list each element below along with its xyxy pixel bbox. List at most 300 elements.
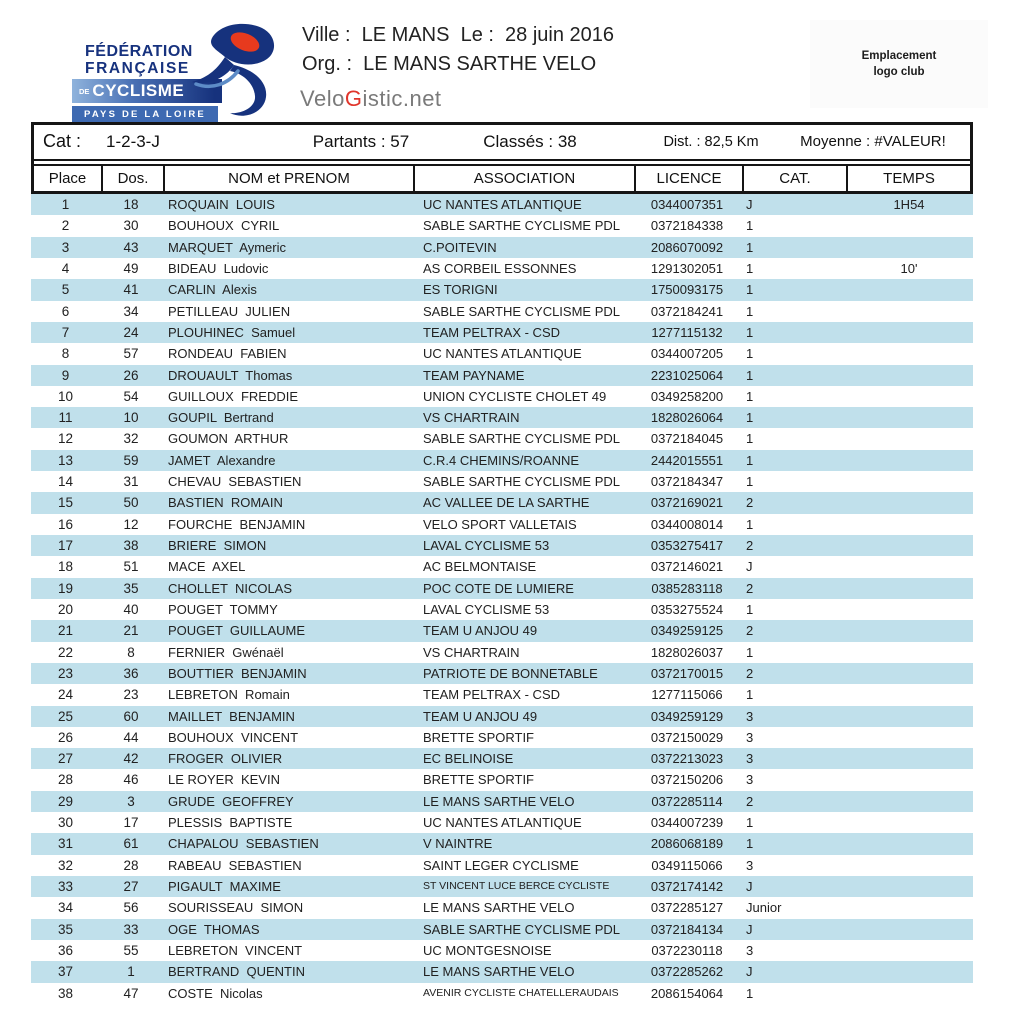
col-header-cat: CAT.	[744, 166, 848, 191]
cell-assoc: LE MANS SARTHE VELO	[423, 900, 575, 916]
cell-assoc: LAVAL CYCLISME 53	[423, 601, 550, 617]
cell-name: FROGER OLIVIER	[168, 751, 283, 767]
col-header-licence: LICENCE	[636, 166, 744, 191]
cell-assoc: TEAM U ANJOU 49	[423, 708, 538, 724]
cell-dos: 47	[123, 985, 139, 1001]
cell-lic: 2086068189	[650, 836, 724, 852]
cell-assoc: UC MONTGESNOISE	[423, 942, 552, 958]
cell-temps	[845, 855, 973, 876]
logo-text-federation: FÉDÉRATION	[85, 43, 193, 60]
velogistic-g: G	[344, 86, 363, 111]
cell-assoc: BRETTE SPORTIF	[423, 772, 534, 788]
cell-lic: 1828026064	[650, 410, 724, 426]
cell-name: RABEAU SEBASTIEN	[168, 857, 302, 873]
cell-name: JAMET Alexandre	[168, 452, 276, 468]
table-row	[31, 983, 973, 1004]
cell-dos: 24	[123, 324, 139, 340]
cell-dos: 3	[127, 793, 135, 809]
cell-lic: 0372146021	[650, 559, 724, 575]
cell-dos: 51	[123, 559, 139, 575]
table-row	[31, 514, 973, 535]
cell-lic: 0353275524	[650, 601, 724, 617]
table-row	[31, 258, 973, 279]
cell-lic: 2231025064	[650, 367, 724, 383]
cell-dos: 31	[123, 474, 139, 490]
cell-name: CHOLLET NICOLAS	[168, 580, 293, 596]
cell-cat: 2	[746, 793, 754, 809]
cell-dos: 21	[123, 623, 139, 639]
cell-name: LEBRETON Romain	[168, 687, 290, 703]
cell-cat: 1	[746, 260, 754, 276]
cell-lic: 0344007205	[650, 346, 724, 362]
cell-name: CHAPALOU SEBASTIEN	[168, 836, 319, 852]
cell-place: 14	[57, 474, 74, 490]
logo-text-de: DE	[79, 86, 90, 96]
table-row	[31, 663, 973, 684]
cell-lic: 0372213023	[650, 751, 724, 767]
race-info-bar	[34, 125, 970, 161]
cell-dos: 33	[123, 921, 139, 937]
table-row	[31, 365, 973, 386]
cell-cat: 1	[746, 367, 754, 383]
cell-cat: J	[746, 197, 753, 212]
cell-dos: 32	[123, 431, 139, 447]
cell-lic: 0344007351	[650, 197, 724, 212]
cell-assoc: LE MANS SARTHE VELO	[423, 793, 575, 809]
cell-temps	[845, 748, 973, 769]
cell-temps	[845, 897, 973, 918]
cell-dos: 34	[123, 303, 139, 319]
cell-lic: 0372184045	[650, 431, 724, 447]
cell-name: PLESSIS BAPTISTE	[168, 815, 293, 831]
cell-place: 8	[61, 346, 70, 362]
cell-temps	[845, 684, 973, 705]
table-row	[31, 578, 973, 599]
cell-name: OGE THOMAS	[168, 921, 260, 937]
cell-assoc: C.R.4 CHEMINS/ROANNE	[423, 452, 580, 468]
table-row	[31, 556, 973, 577]
cell-cat: 1	[746, 410, 754, 426]
moyenne-value: Moyenne : #VALEUR!	[800, 133, 946, 150]
cell-place: 18	[57, 559, 74, 575]
cell-name: POUGET GUILLAUME	[168, 623, 306, 639]
cell-lic: 0349115066	[651, 857, 723, 873]
cell-lic: 0372169021	[650, 495, 724, 511]
cell-dos: 26	[123, 367, 139, 383]
cell-lic: 0349259129	[650, 708, 724, 724]
table-row	[31, 215, 973, 236]
table-row	[31, 833, 973, 854]
cell-name: PIGAULT MAXIME	[168, 879, 281, 894]
cell-cat: 3	[746, 857, 754, 873]
cell-name: MARQUET Aymeric	[168, 239, 286, 255]
classes-value: Classés : 38	[483, 132, 577, 151]
cell-assoc: AC VALLEE DE LA SARTHE	[423, 495, 590, 511]
cell-name: BASTIEN ROMAIN	[168, 495, 283, 511]
cell-temps	[845, 215, 973, 236]
table-header-box	[31, 122, 973, 194]
cell-lic: 0353275417	[650, 538, 724, 553]
cell-assoc: SABLE SARTHE CYCLISME PDL	[423, 921, 620, 937]
cell-place: 15	[57, 495, 74, 511]
cell-lic: 0372285262	[650, 964, 724, 980]
cell-temps	[845, 279, 973, 300]
cell-name: BERTRAND QUENTIN	[168, 964, 305, 980]
club-logo-placeholder-line2: logo club	[873, 66, 925, 78]
cell-temps	[845, 450, 973, 471]
table-row	[31, 769, 973, 790]
table-row	[31, 684, 973, 705]
cell-cat: 1	[746, 303, 754, 319]
table-row	[31, 791, 973, 812]
cell-cat: 1	[746, 687, 754, 703]
col-header-name: NOM et PRENOM	[165, 166, 415, 191]
table-row	[31, 428, 973, 449]
cell-temps	[845, 727, 973, 748]
cell-dos: 18	[123, 197, 139, 212]
ffc-logo	[30, 10, 262, 120]
cell-cat: 1	[746, 239, 754, 255]
cell-name: MAILLET BENJAMIN	[168, 708, 295, 724]
cell-lic: 1277115132	[651, 324, 723, 340]
cell-lic: 1291302051	[650, 260, 724, 276]
cell-place: 36	[57, 942, 74, 958]
cell-lic: 2442015551	[650, 452, 724, 468]
swan-icon	[180, 18, 290, 131]
cell-name: GUILLOUX FREDDIE	[168, 388, 299, 404]
table-row	[31, 343, 973, 364]
table-row	[31, 471, 973, 492]
cell-place: 13	[57, 452, 74, 468]
cell-name: BRIERE SIMON	[168, 538, 267, 553]
cell-assoc: VS CHARTRAIN	[423, 410, 520, 426]
cell-cat: 1	[746, 346, 754, 362]
cell-place: 12	[57, 431, 74, 447]
cell-cat: J	[746, 964, 753, 980]
cell-cat: 2	[746, 580, 754, 596]
cell-temps	[845, 578, 973, 599]
logo-text-francaise: FRANÇAISE	[85, 60, 190, 77]
cell-temps	[845, 706, 973, 727]
cell-cat: 2	[746, 665, 754, 681]
cell-temps	[845, 428, 973, 449]
table-row	[31, 450, 973, 471]
results-table	[31, 122, 973, 1004]
cell-cat: 3	[746, 772, 754, 788]
cell-temps	[845, 386, 973, 407]
cell-name: GOUPIL Bertrand	[168, 410, 274, 426]
table-row	[31, 386, 973, 407]
cell-assoc: AVENIR CYCLISTE CHATELLERAUDAIS	[423, 986, 619, 999]
cell-place: 22	[57, 644, 74, 660]
cell-place: 1	[61, 197, 70, 212]
cell-lic: 0372285127	[650, 900, 724, 916]
cell-lic: 0349259125	[650, 623, 724, 639]
cell-cat: 1	[746, 218, 754, 234]
cell-lic: 0372170015	[650, 665, 724, 681]
cell-assoc: EC BELINOISE	[423, 751, 514, 767]
cell-dos: 42	[123, 751, 139, 767]
cell-temps	[845, 769, 973, 790]
cell-name: BOUHOUX VINCENT	[168, 729, 299, 745]
cell-temps	[845, 471, 973, 492]
cell-lic: 1277115066	[651, 687, 723, 703]
cell-cat: 1	[746, 474, 754, 490]
cell-temps	[845, 556, 973, 577]
cell-place: 20	[57, 601, 74, 617]
cell-name: PETILLEAU JULIEN	[168, 303, 291, 319]
club-logo-placeholder-line1: Emplacement	[861, 50, 937, 62]
cell-lic: 0349258200	[650, 388, 724, 404]
cell-temps	[845, 407, 973, 428]
cell-lic: 2086154064	[650, 985, 724, 1001]
cell-place: 28	[57, 772, 74, 788]
cell-place: 32	[57, 857, 74, 873]
cell-assoc: SABLE SARTHE CYCLISME PDL	[423, 303, 620, 319]
cell-assoc: PATRIOTE DE BONNETABLE	[423, 665, 598, 681]
col-header-place: Place	[34, 166, 103, 191]
cell-temps	[845, 343, 973, 364]
cell-name: ROQUAIN LOUIS	[168, 197, 275, 212]
cell-assoc: LE MANS SARTHE VELO	[423, 964, 575, 980]
table-row	[31, 919, 973, 940]
cell-name: COSTE Nicolas	[168, 985, 263, 1001]
cell-name: GRUDE GEOFFREY	[168, 793, 294, 809]
table-row	[31, 897, 973, 918]
cell-place: 34	[57, 900, 74, 916]
ville-date-line: Ville : LE MANS Le : 28 juin 2016	[302, 24, 615, 46]
cell-dos: 27	[123, 879, 139, 894]
table-row	[31, 876, 973, 897]
cell-name: CARLIN Alexis	[168, 282, 257, 298]
cell-temps	[845, 620, 973, 641]
col-header-association: ASSOCIATION	[415, 166, 636, 191]
cell-cat: 2	[746, 538, 754, 553]
cell-cat: 1	[746, 836, 754, 852]
cell-place: 30	[57, 815, 74, 831]
cell-dos: 35	[123, 580, 139, 596]
table-row	[31, 727, 973, 748]
cell-place: 29	[57, 793, 74, 809]
cell-lic: 0372184241	[650, 303, 724, 319]
cell-cat: 1	[746, 601, 754, 617]
table-row	[31, 279, 973, 300]
cell-name: LEBRETON VINCENT	[168, 942, 303, 958]
logo-text-cyclisme: CYCLISME	[92, 81, 185, 100]
cell-place: 2	[61, 218, 70, 234]
cell-assoc: SABLE SARTHE CYCLISME PDL	[423, 474, 620, 490]
cell-dos: 12	[123, 516, 139, 532]
cell-dos: 38	[123, 538, 139, 553]
cell-lic: 0385283118	[651, 580, 723, 596]
cell-temps	[845, 599, 973, 620]
cell-dos: 50	[123, 495, 139, 511]
velogistic-post: istic.net	[362, 86, 442, 111]
table-row	[31, 620, 973, 641]
cell-place: 10	[57, 388, 74, 404]
cell-assoc: BRETTE SPORTIF	[423, 729, 534, 745]
cell-assoc: UNION CYCLISTE CHOLET 49	[423, 388, 607, 404]
cell-temps	[845, 365, 973, 386]
cell-dos: 40	[123, 601, 139, 617]
cell-place: 19	[57, 580, 74, 596]
cell-temps	[845, 642, 973, 663]
cell-lic: 0372150206	[650, 772, 724, 788]
cat-value: 1-2-3-J	[106, 132, 160, 151]
cell-place: 23	[57, 665, 74, 681]
cell-temps	[845, 833, 973, 854]
cell-cat: J	[746, 879, 753, 894]
cell-dos: 23	[123, 687, 139, 703]
cell-temps	[845, 961, 973, 982]
cell-name: BIDEAU Ludovic	[168, 260, 269, 276]
cell-assoc: AS CORBEIL ESSONNES	[423, 260, 577, 276]
cell-place: 17	[57, 538, 74, 553]
cell-name: FERNIER Gwénaël	[168, 644, 284, 660]
cell-dos: 36	[123, 665, 139, 681]
cell-cat: 1	[746, 282, 754, 298]
table-row	[31, 706, 973, 727]
cell-lic: 2086070092	[650, 239, 724, 255]
cell-lic: 0372230118	[651, 942, 723, 958]
cell-name: RONDEAU FABIEN	[168, 346, 287, 362]
cell-name: DROUAULT Thomas	[168, 367, 293, 383]
cell-place: 33	[57, 879, 74, 894]
cell-temps	[845, 301, 973, 322]
cell-lic: 1750093175	[650, 282, 724, 298]
cell-assoc: ST VINCENT LUCE BERCE CYCLISTE	[423, 880, 610, 892]
cell-cat: 3	[746, 729, 754, 745]
cell-temps	[845, 514, 973, 535]
cell-lic: 0372184134	[650, 921, 724, 937]
velogistic-brand	[300, 86, 442, 112]
cell-dos: 43	[123, 239, 139, 255]
table-row	[31, 961, 973, 982]
cell-place: 38	[57, 985, 74, 1001]
cell-dos: 59	[123, 452, 139, 468]
cell-assoc: SABLE SARTHE CYCLISME PDL	[423, 431, 620, 447]
cell-temps: 10'	[900, 260, 918, 276]
cell-dos: 55	[123, 942, 139, 958]
column-headers	[34, 164, 970, 191]
cell-assoc: VELO SPORT VALLETAIS	[423, 516, 577, 532]
cell-assoc: ES TORIGNI	[423, 282, 498, 298]
cell-cat: 2	[746, 495, 754, 511]
cell-assoc: TEAM PAYNAME	[423, 367, 525, 383]
cell-cat: 3	[746, 942, 754, 958]
cell-assoc: UC NANTES ATLANTIQUE	[423, 346, 582, 362]
cell-name: LE ROYER KEVIN	[168, 772, 280, 788]
cell-temps	[845, 535, 973, 556]
cell-place: 7	[61, 324, 70, 340]
cell-dos: 61	[123, 836, 139, 852]
cell-dos: 54	[123, 388, 139, 404]
cell-name: SOURISSEAU SIMON	[168, 900, 304, 916]
cell-temps	[845, 940, 973, 961]
cell-assoc: TEAM PELTRAX - CSD	[423, 687, 561, 703]
cell-name: POUGET TOMMY	[168, 601, 278, 617]
table-row	[31, 940, 973, 961]
cat-label: Cat :	[43, 131, 82, 151]
cell-temps	[845, 237, 973, 258]
table-row	[31, 322, 973, 343]
cell-dos: 41	[123, 282, 139, 298]
cell-lic: 0372174142	[650, 879, 724, 894]
cell-dos: 10	[123, 410, 139, 426]
table-row	[31, 535, 973, 556]
cell-dos: 1	[127, 964, 135, 980]
cell-temps	[845, 876, 973, 897]
cell-cat: 1	[746, 452, 754, 468]
cell-dos: 8	[127, 644, 135, 660]
cell-place: 11	[58, 410, 73, 426]
velogistic-pre: Velo	[300, 86, 345, 111]
organizer-line: Org. : LE MANS SARTHE VELO	[302, 53, 597, 75]
cell-lic: 1828026037	[650, 644, 724, 660]
cell-temps	[845, 919, 973, 940]
cell-dos: 46	[123, 772, 139, 788]
cell-assoc: TEAM PELTRAX - CSD	[423, 324, 561, 340]
table-row	[31, 642, 973, 663]
club-logo-placeholder	[810, 20, 988, 108]
cell-cat: 1	[746, 644, 754, 660]
cell-temps	[845, 791, 973, 812]
cell-name: PLOUHINEC Samuel	[168, 324, 296, 340]
table-row	[31, 301, 973, 322]
col-header-dos: Dos.	[103, 166, 165, 191]
cell-cat: 1	[746, 324, 754, 340]
cell-assoc: LAVAL CYCLISME 53	[423, 538, 550, 553]
cell-cat: J	[746, 921, 753, 937]
cell-temps	[845, 492, 973, 513]
cell-assoc: VS CHARTRAIN	[423, 644, 520, 660]
cell-lic: 0372184347	[650, 474, 724, 490]
cell-name: BOUTTIER BENJAMIN	[168, 665, 307, 681]
results-rows	[31, 194, 973, 1004]
table-row	[31, 812, 973, 833]
cell-place: 9	[61, 367, 70, 383]
cell-assoc: POC COTE DE LUMIERE	[423, 580, 574, 596]
cell-dos: 56	[123, 900, 139, 916]
cell-assoc: SAINT LEGER CYCLISME	[423, 857, 579, 873]
cell-name: FOURCHE BENJAMIN	[168, 516, 306, 532]
table-row	[31, 599, 973, 620]
table-row	[31, 855, 973, 876]
cell-cat: 1	[746, 985, 754, 1001]
table-row	[31, 748, 973, 769]
cell-cat: 1	[746, 815, 754, 831]
cell-cat: 1	[746, 516, 754, 532]
cell-cat: 2	[746, 623, 754, 639]
cell-place: 4	[61, 260, 70, 276]
cell-dos: 49	[123, 260, 139, 276]
cell-temps	[845, 663, 973, 684]
cell-place: 24	[57, 687, 74, 703]
cell-place: 35	[57, 921, 74, 937]
cell-cat: 3	[746, 708, 754, 724]
cell-lic: 0344007239	[650, 815, 724, 831]
cell-temps	[845, 812, 973, 833]
cell-name: BOUHOUX CYRIL	[168, 218, 280, 234]
cell-assoc: AC BELMONTAISE	[423, 559, 537, 575]
cell-assoc: TEAM U ANJOU 49	[423, 623, 538, 639]
logo-region-bar: PAYS DE LA LOIRE	[72, 106, 218, 122]
cell-name: CHEVAU SEBASTIEN	[168, 474, 302, 490]
cell-place: 37	[57, 964, 74, 980]
cell-dos: 28	[123, 857, 139, 873]
cell-place: 27	[57, 751, 74, 767]
cell-place: 5	[61, 282, 70, 298]
